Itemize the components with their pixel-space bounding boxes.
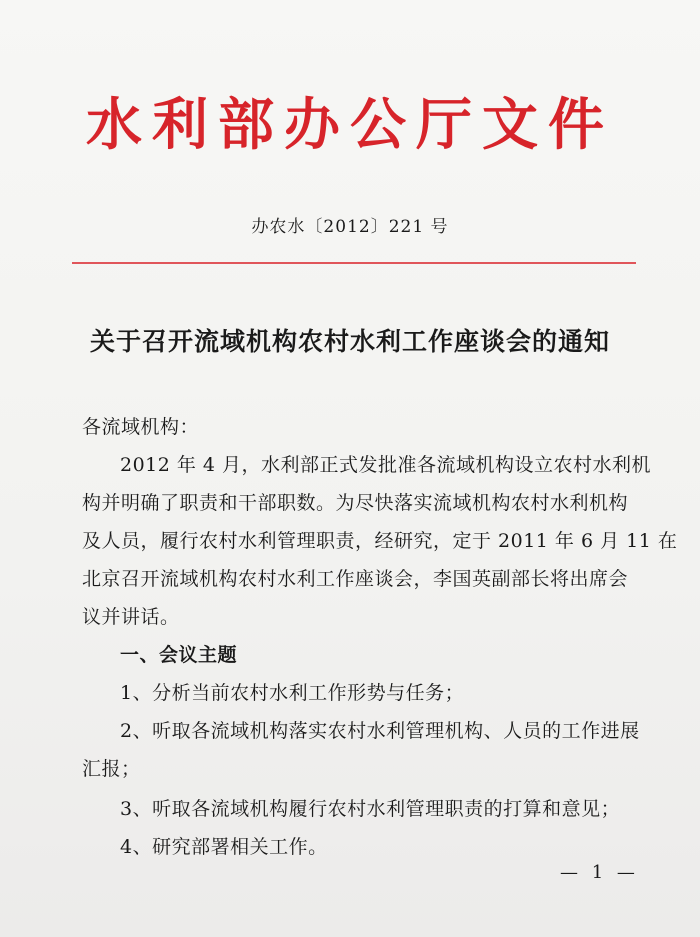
paragraph-line: 及人员，履行农村水利管理职责，经研究，定于 2011 年 6 月 11 在 xyxy=(82,530,678,552)
list-item: 3、听取各流域机构履行农村水利管理职责的打算和意见； xyxy=(120,798,621,820)
paragraph-line: 议并讲话。 xyxy=(82,606,180,628)
document-number: 办农水〔2012〕221 号 xyxy=(251,217,449,237)
salutation: 各流域机构： xyxy=(82,416,200,438)
paragraph-line: 2012 年 4 月，水利部正式发批准各流域机构设立农村水利机 xyxy=(120,454,652,476)
list-item: 2、听取各流域机构落实农村水利管理机构、人员的工作进展 xyxy=(120,720,640,742)
list-item-continuation: 汇报； xyxy=(82,758,141,780)
paragraph-line: 构并明确了职责和干部职数。为尽快落实流域机构农村水利机构 xyxy=(82,492,629,514)
document-subject: 关于召开流域机构农村水利工作座谈会的通知 xyxy=(89,327,610,356)
list-item: 1、分析当前农村水利工作形势与任务； xyxy=(120,682,465,704)
section-heading: 一、会议主题 xyxy=(120,644,238,666)
page-number: — 1 — xyxy=(560,862,639,883)
issuer-header: 水利部办公厅文件 xyxy=(86,92,614,158)
list-item: 4、研究部署相关工作。 xyxy=(120,836,328,858)
paragraph-line: 北京召开流域机构农村水利工作座谈会，李国英副部长将出席会 xyxy=(82,568,629,590)
red-divider xyxy=(72,262,636,264)
